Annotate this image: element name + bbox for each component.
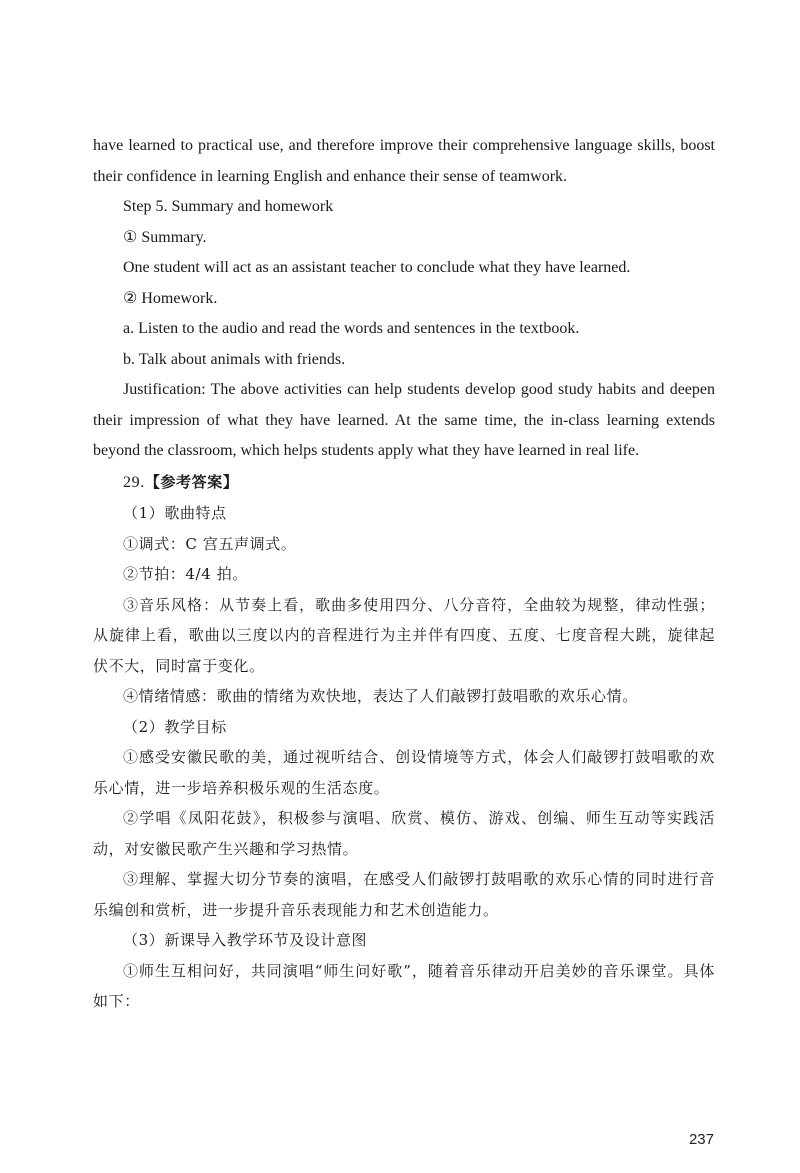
reference-answer-label: 【参考答案】 xyxy=(144,472,239,491)
question-number: 29. xyxy=(123,473,145,491)
answer-heading xyxy=(93,467,715,499)
section-teaching-goals: （2）教学目标 xyxy=(123,717,227,736)
goal-item-1: ①感受安徽民歌的美，通过视听结合、创设情境等方式，体会人们敲锣打鼓唱歌的欢乐心情，进一步培养积极乐观的生活态度。 xyxy=(93,748,715,797)
emotion-item: ④情绪情感：歌曲的情绪为欢快地，表达了人们敲锣打鼓唱歌的欢乐心情。 xyxy=(123,687,638,705)
homework-item-a: a. Listen to the audio and read the words and sentences in the textbook. xyxy=(123,320,580,337)
summary-label: ① Summary. xyxy=(123,228,207,246)
homework-label: ② Homework. xyxy=(123,289,218,307)
page-number: 237 xyxy=(688,1131,714,1148)
meter-item: ②节拍：4/4 拍。 xyxy=(123,565,248,583)
homework-item-b: b. Talk about animals with friends. xyxy=(123,350,346,368)
body-text xyxy=(93,131,715,1017)
summary-text: One student will act as an assistant teacher to conclude what they have learned. xyxy=(123,259,631,276)
goal-item-3: ③理解、掌握大切分节奏的演唱，在感受人们敲锣打鼓唱歌的欢乐心情的同时进行音乐编创和赏析，进一步提升音乐表现能力和艺术创造能力。 xyxy=(93,870,715,919)
justification-paragraph: Justification: The above activities can help students develop good study habits and deepen their impression of what they have learned. At the same time, the in-class learning extends beyond the classroom, which helps students apply what they have learned in real life. xyxy=(93,381,715,459)
intro-item-1: ①师生互相问好，共同演唱“师生问好歌”，随着音乐律动开启美妙的音乐课堂。具体如下： xyxy=(93,961,715,1010)
paragraph-continued: have learned to practical use, and therefore improve their comprehensive language skills, boost their confidence in learning English and enhance their sense of teamwork. xyxy=(93,137,715,185)
section-lesson-intro: （3）新课导入教学环节及设计意图 xyxy=(123,931,368,949)
section-song-features: （1）歌曲特点 xyxy=(123,504,227,522)
mode-item: ①调式：C 宫五声调式。 xyxy=(123,534,297,553)
goal-item-2: ②学唱《凤阳花鼓》，积极参与演唱、欣赏、模仿、游戏、创编、师生互动等实践活动，对安徽民歌产生兴趣和学习热情。 xyxy=(93,809,715,858)
music-style-item: ③音乐风格：从节奏上看，歌曲多使用四分、八分音符，全曲较为规整，律动性强；从旋律上看，歌曲以三度以内的音程进行为主并伴有四度、五度、七度音程大跳，旋律起伏不大，同时富于变化。 xyxy=(93,595,715,675)
step-5-heading: Step 5. Summary and homework xyxy=(123,198,334,215)
